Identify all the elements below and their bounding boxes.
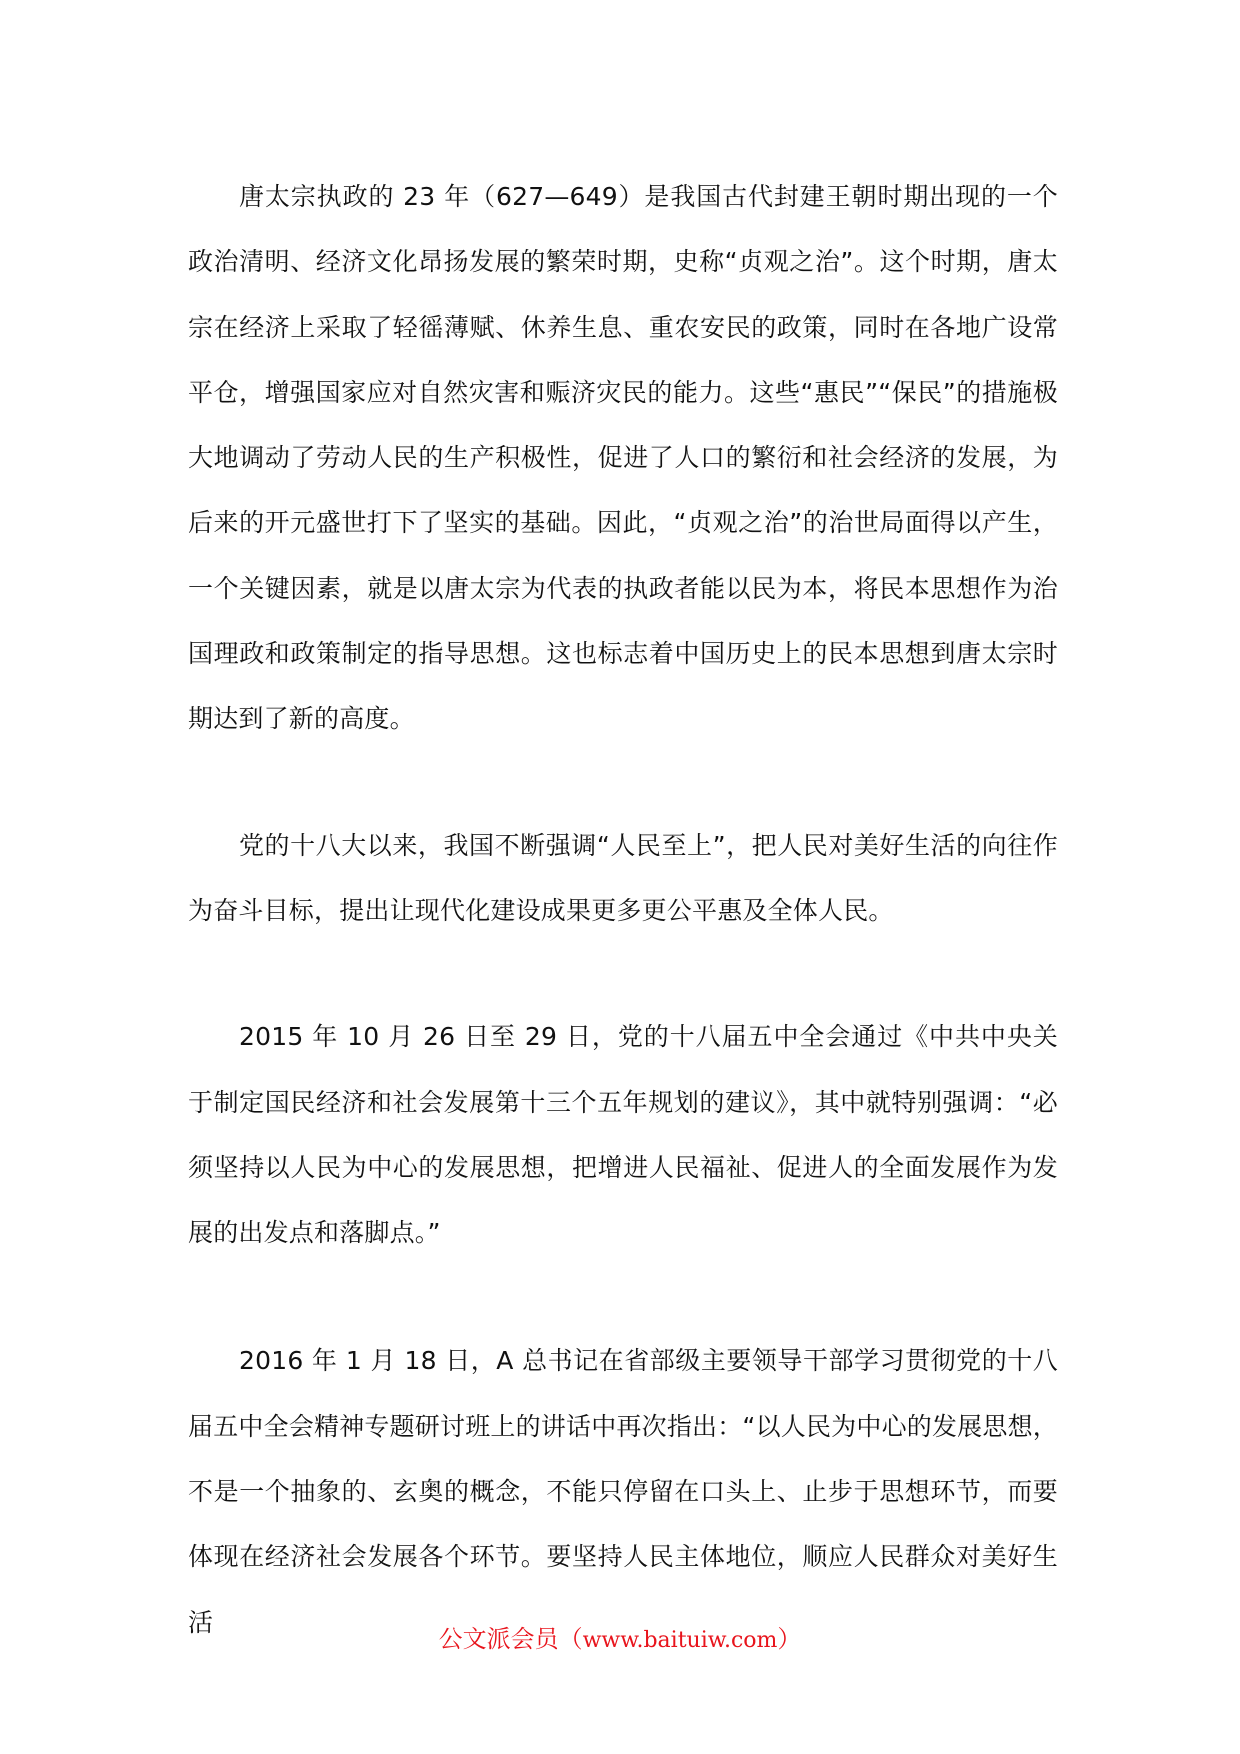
paragraph-fifth-plenum: 2015 年 10 月 26 日至 29 日，党的十八届五中全会通过《中共中央关于制定国民经济和社会发展第十三个五年规划的建议》，其中就特别强调：“必须坚持以人民为中心的发展思想，把增进人民福祉、促进人的全面发展作为发展的出发点和落脚点。” xyxy=(188,1022,1058,1248)
footer-label: 公文派会员（ xyxy=(438,1625,583,1653)
paragraph-speech-2016: 2016 年 1 月 18 日，A 总书记在省部级主要领导干部学习贯彻党的十八届五中全会精神专题研讨班上的讲话中再次指出：“以人民为中心的发展思想，不是一个抽象的、玄奥的概念，不能只停留在口头上、止步于思想环节，而要体现在经济社会发展各个环节。要坚持人民主体地位，顺应人民群众对美好生活 xyxy=(188,1346,1058,1637)
paragraph-tang-taizong: 唐太宗执政的 23 年（627—649）是我国古代封建王朝时期出现的一个政治清明、经济文化昂扬发展的繁荣时期，史称“贞观之治”。这个时期，唐太宗在经济上采取了轻徭薄赋、休养生息、重农安民的政策，同时在各地广设常平仓，增强国家应对自然灾害和赈济灾民的能力。这些“惠民”“保民”的措施极大地调动了劳动人民的生产积极性，促进了人口的繁衍和社会经济的发展，为后来的开元盛世打下了坚实的基础。因此，“贞观之治”的治世局面得以产生，一个关键因素，就是以唐太宗为代表的执政者能以民为本，将民本思想作为治国理政和政策制定的指导思想。这也标志着中国历史上的民本思想到唐太宗时期达到了新的高度。 xyxy=(188,182,1058,734)
footer-close: ） xyxy=(777,1625,802,1653)
footer-watermark xyxy=(0,1622,1240,1658)
paragraph-people-first: 党的十八大以来，我国不断强调“人民至上”，把人民对美好生活的向往作为奋斗目标，提出让现代化建设成果更多更公平惠及全体人民。 xyxy=(188,830,1058,925)
document-body xyxy=(188,164,1058,1655)
footer-site-link[interactable]: www.baituiw.com xyxy=(582,1628,778,1653)
